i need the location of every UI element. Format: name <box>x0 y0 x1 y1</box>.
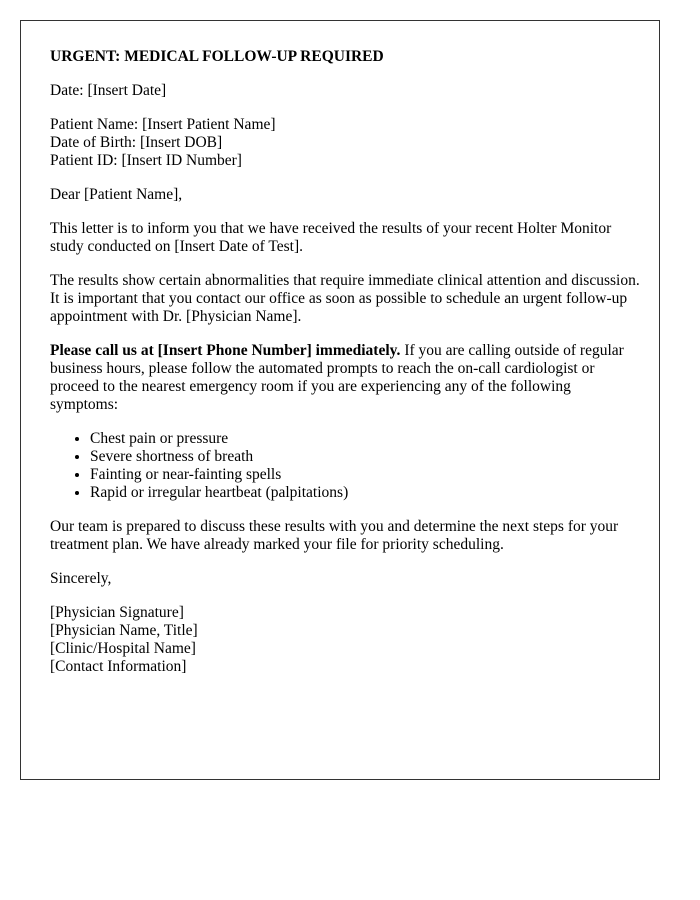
letter-title: URGENT: MEDICAL FOLLOW-UP REQUIRED <box>50 48 384 65</box>
symptom-item: • Fainting or near-fainting spells <box>90 466 640 484</box>
salutation: Dear [Patient Name], <box>50 186 183 203</box>
call-instruction-emphasis: Please call us at [Insert Phone Number] immediately. <box>50 342 401 359</box>
patient-dob: Date of Birth: [Insert DOB] <box>50 134 223 151</box>
symptom-item: • Rapid or irregular heartbeat (palpitations) <box>90 484 640 502</box>
physician-signature: [Physician Signature] <box>50 604 184 621</box>
patient-id: Patient ID: [Insert ID Number] <box>50 152 242 169</box>
patient-info <box>50 116 640 170</box>
clinic-name: [Clinic/Hospital Name] <box>50 640 196 657</box>
closing: Sincerely, <box>50 570 112 587</box>
symptom-item: • Chest pain or pressure <box>90 430 640 448</box>
paragraph-next-steps: Our team is prepared to discuss these results with you and determine the next steps for your treatment plan. We have already marked your file for priority scheduling. <box>50 518 619 553</box>
patient-name: Patient Name: [Insert Patient Name] <box>50 116 276 133</box>
letter-date: Date: [Insert Date] <box>50 82 167 99</box>
letter-content <box>50 48 640 692</box>
symptom-item: • Severe shortness of breath <box>90 448 640 466</box>
contact-information: [Contact Information] <box>50 658 187 675</box>
call-instruction-details: If you are calling outside of regular business hours, please follow the automated prompts to reach the on-call cardiologist or proceed to the nearest emergency room if you are experiencing any of the following symptoms: <box>50 342 624 413</box>
symptom-list <box>50 430 640 502</box>
letter-page <box>20 20 660 780</box>
paragraph-call-instructions <box>50 342 640 414</box>
signature-block <box>50 604 640 676</box>
paragraph-results-received: This letter is to inform you that we have received the results of your recent Holter Monitor study conducted on [Insert Date of Test]. <box>50 220 612 255</box>
paragraph-abnormalities: The results show certain abnormalities that require immediate clinical attention and discussion. It is important that you contact our office as soon as possible to schedule an urgent follow-up appointment with Dr. [Physician Name]. <box>50 272 640 325</box>
physician-name-title: [Physician Name, Title] <box>50 622 198 639</box>
